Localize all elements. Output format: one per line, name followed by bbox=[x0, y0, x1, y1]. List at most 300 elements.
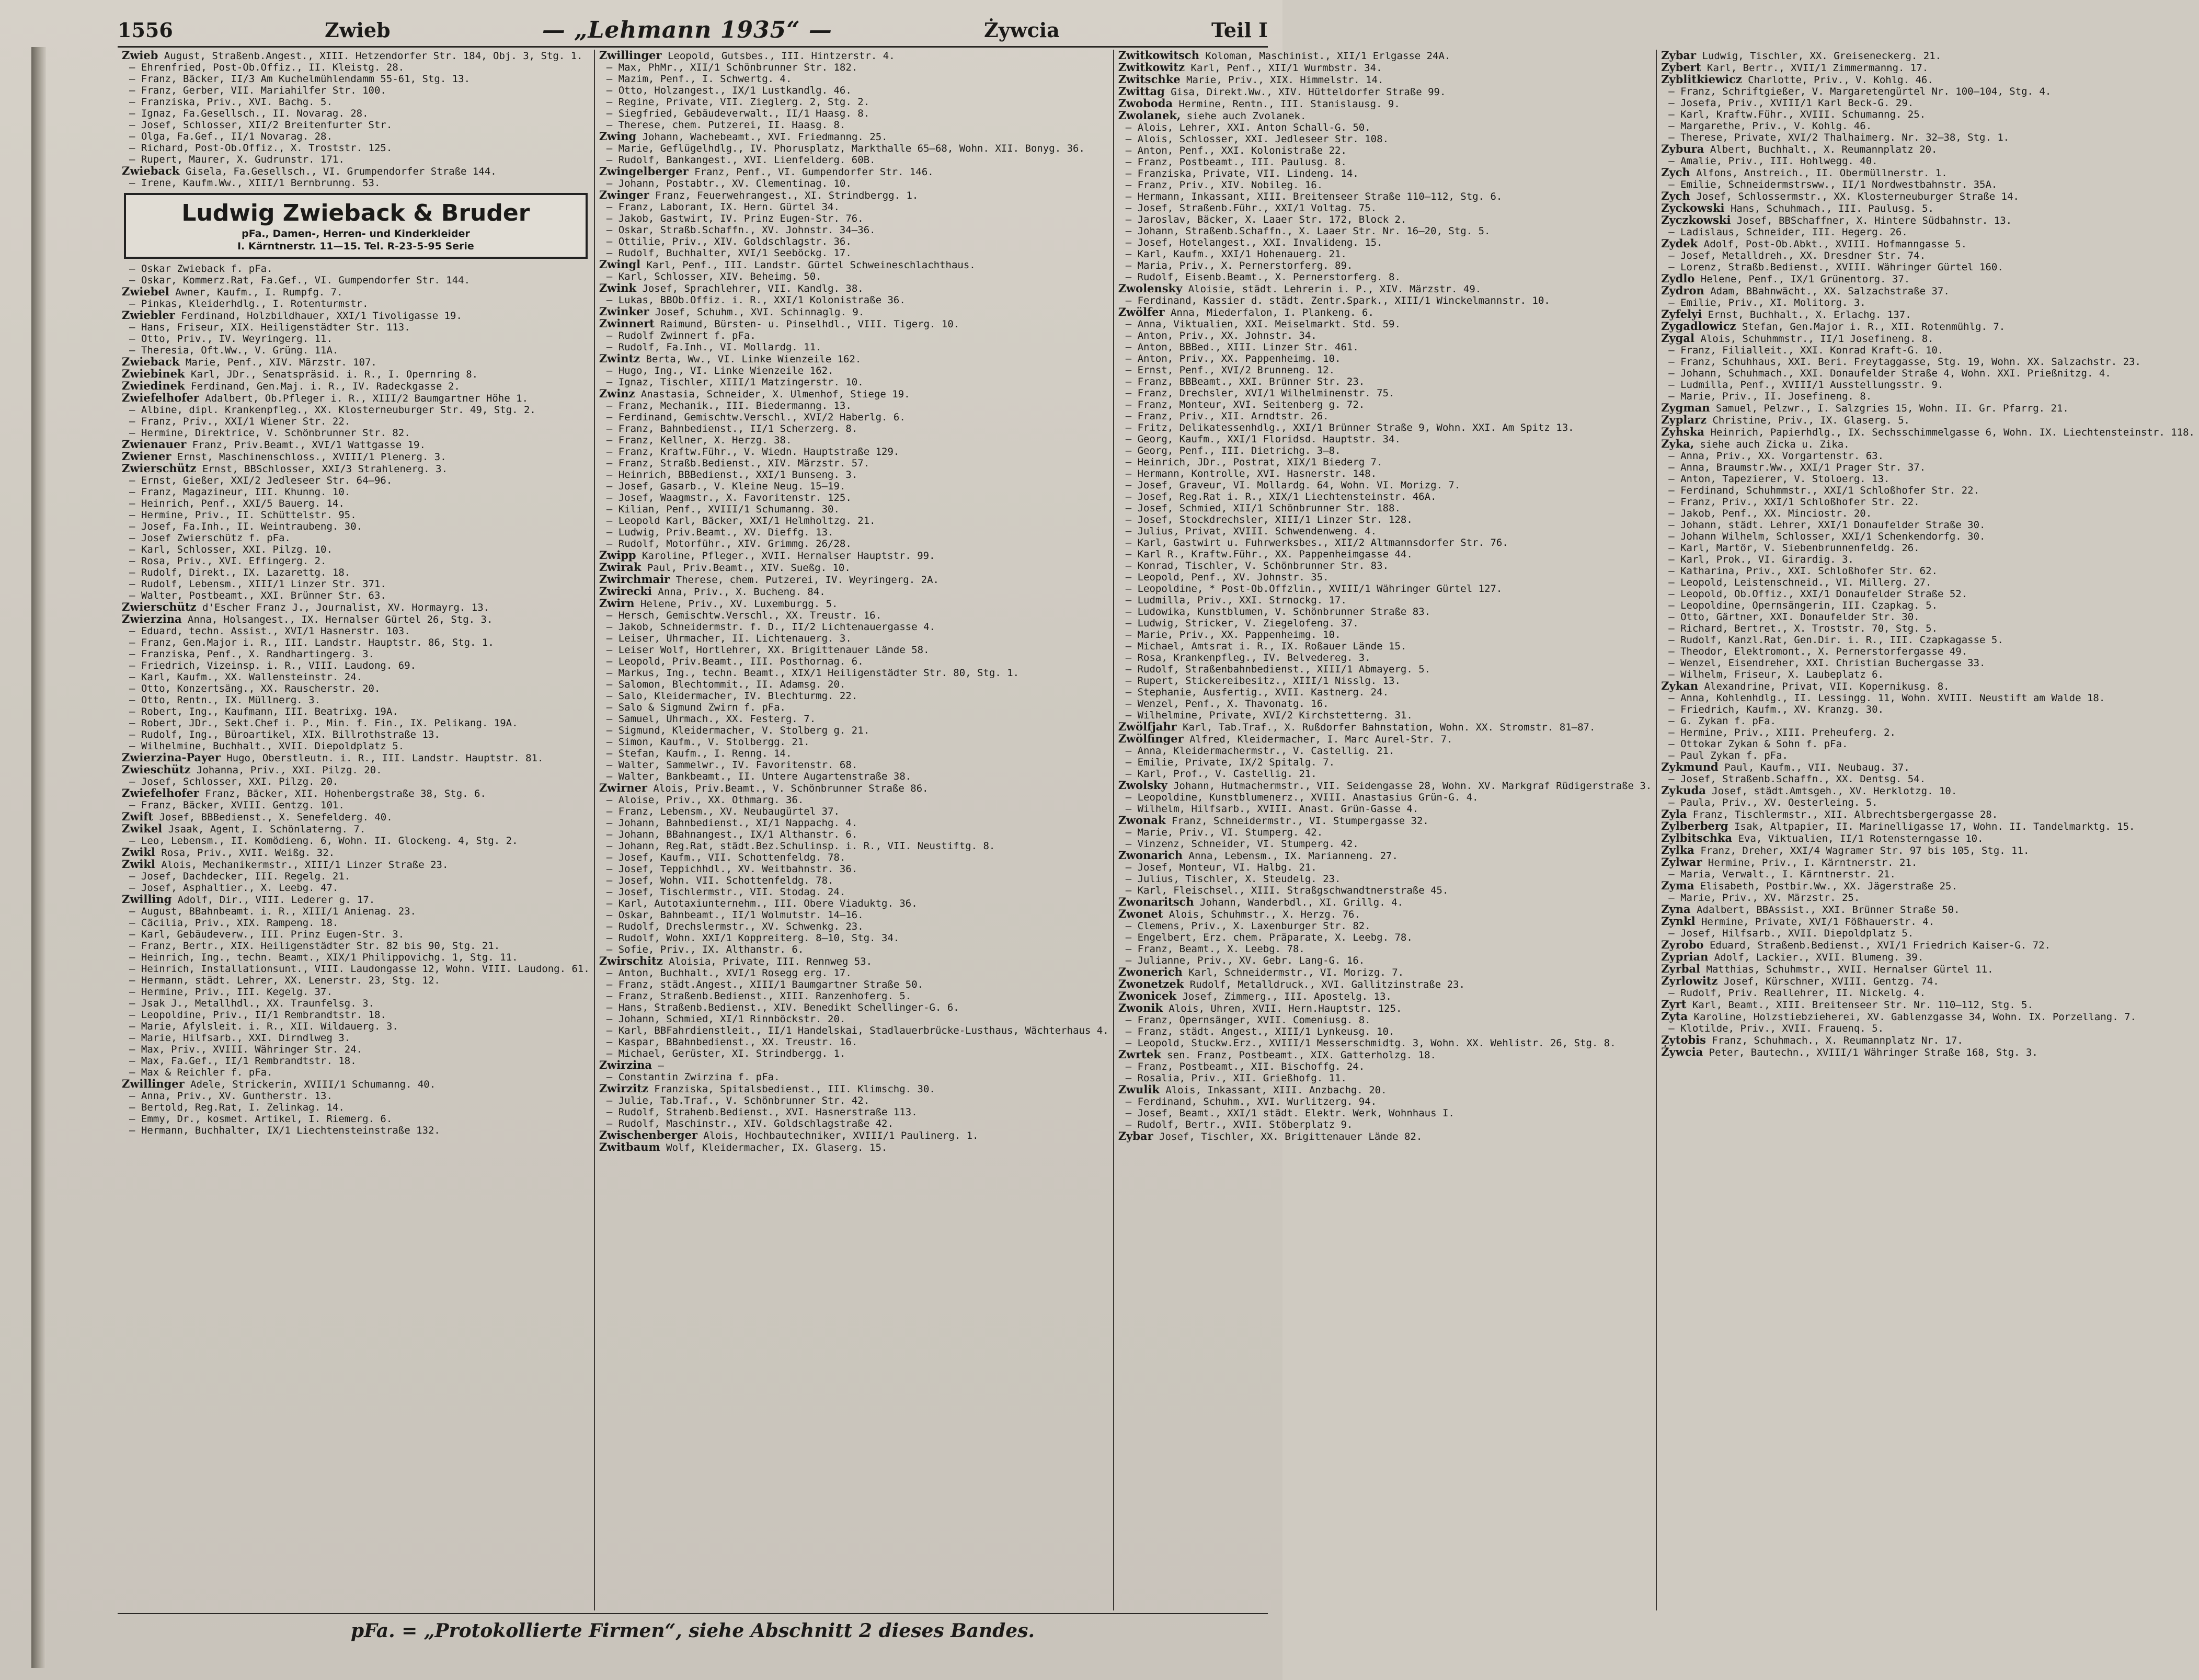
directory-entry: — Rudolf, Motorführ., XIV. Grimmg. 26/28. bbox=[606, 538, 852, 550]
surname: Zwirn bbox=[599, 597, 635, 610]
directory-entry: — Friedrich, Vizeinsp. i. R., VIII. Laudong. 69. bbox=[129, 660, 417, 671]
directory-entry: — Josef, Metalldreh., XX. Dresdner Str. 74. bbox=[1668, 250, 1926, 261]
directory-entry: — Hersch, Gemischtw.Verschl., XX. Treustr. 16. bbox=[606, 610, 882, 621]
directory-entry: — Josef, Hilfsarb., XVII. Diepoldplatz 5. bbox=[1668, 928, 1914, 939]
directory-entry: — Franz, Bäcker, XVIII. Gentzg. 101. bbox=[129, 799, 345, 811]
directory-entry: — Stephanie, Ausfertig., XVII. Kastnerg. 24. bbox=[1125, 687, 1389, 698]
directory-entry: — Anton, Priv., XX. Johnstr. 34. bbox=[1125, 330, 1317, 341]
directory-entry: — Franz, Kellner, X. Herzg. 38. bbox=[606, 435, 792, 446]
directory-entry: — Heinrich, JDr., Postrat, XIX/1 Biederg 7. bbox=[1125, 456, 1383, 468]
directory-entry: — Kaspar, BBahnbedienst., XX. Treustr. 16. bbox=[606, 1036, 858, 1048]
directory-entry: — Theodor, Elektromont., X. Pernerstorfergasse 49. bbox=[1668, 646, 1968, 657]
directory-entry: — Albine, dipl. Krankenpfleg., XX. Klosterneuburger Str. 49, Stg. 2. bbox=[129, 404, 536, 416]
directory-entry: Zwirzina — bbox=[599, 1058, 664, 1071]
directory-entry: — Anton, Buchhalt., XVI/1 Rosegg erg. 17. bbox=[606, 967, 852, 979]
left-guide-word: Zwieb bbox=[324, 18, 391, 42]
directory-entry: — Rudolf, Fa.Inh., VI. Mollardg. 11. bbox=[606, 341, 822, 353]
surname: Zwieback bbox=[122, 164, 180, 177]
directory-entry: — Regine, Private, VII. Zieglerg. 2, Stg. 2. bbox=[606, 96, 870, 108]
surname: Zylberberg bbox=[1661, 819, 1728, 832]
directory-entry: — Salo, Kleidermacher, IV. Blechturmg. 22. bbox=[606, 690, 858, 702]
directory-entry: — Ferdinand, Kassier d. städt. Zentr.Spark., XIII/1 Winckelmannstr. 10. bbox=[1125, 295, 1550, 306]
surname: Zygadlowicz bbox=[1661, 319, 1736, 333]
directory-entry: — Hans, Straßenb.Bedienst., XIV. Benedikt Schellinger-G. 6. bbox=[606, 1002, 959, 1013]
directory-entry: — Josef, Straßenb.Führ., XXI/1 Voltag. 75. bbox=[1125, 202, 1377, 214]
directory-entry: — Emilie, Schneidermstrsww., II/1 Nordwestbahnstr. 35A. bbox=[1668, 179, 1998, 190]
directory-entry: — Karl, BBFahrdienstleit., II/1 Handelskai, Stadlauerbrücke-Lusthaus, Wächterhaus 4. bbox=[606, 1025, 1109, 1036]
directory-entry: Zwitkowitsch Koloman, Maschinist., XII/1 Erlgasse 24A. bbox=[1118, 49, 1451, 62]
directory-entry: — Wenzel, Penf., X. Thavonatg. 16. bbox=[1125, 698, 1329, 710]
directory-entry: — Heinrich, Installationsunt., VIII. Laudongasse 12, Wohn. VIII. Laudong. 61. bbox=[129, 963, 590, 975]
directory-entry: Zwieback Marie, Penf., XIV. Märzstr. 107. bbox=[122, 355, 377, 368]
directory-entry: — Wenzel, Eisendreher, XXI. Christian Buchergasse 33. bbox=[1668, 657, 1986, 669]
directory-entry: — Alois, Schlosser, XXI. Jedleseer Str. 108. bbox=[1125, 133, 1389, 145]
surname: Zwonaritsch bbox=[1118, 895, 1194, 908]
surname: Zwiefelhofer bbox=[122, 391, 199, 404]
directory-entry: Zwirn Helene, Priv., XV. Luxemburgg. 5. bbox=[599, 597, 838, 610]
directory-entry: — Leopoldine, * Post-Ob.Offzlin., XVIII/1 Währinger Gürtel 127. bbox=[1125, 583, 1503, 595]
directory-entry: — Hermine, Priv., III. Kegelg. 37. bbox=[129, 986, 333, 998]
book-binding-shadow bbox=[31, 47, 46, 1668]
directory-entry: Zwonak Franz, Schneidermstr., VI. Stumpergasse 32. bbox=[1118, 814, 1429, 827]
surname: Zylwar bbox=[1661, 855, 1702, 868]
directory-entry: — Jsak J., Metallhdl., XX. Traunfelsg. 3. bbox=[129, 998, 374, 1009]
surname: Zwiebler bbox=[122, 308, 175, 322]
directory-entry: Zyrbal Matthias, Schuhmstr., XVII. Hernalser Gürtel 11. bbox=[1661, 962, 1994, 975]
directory-entry: — Rupert, Stickereibesitz., XIII/1 Nisslg. 13. bbox=[1125, 675, 1401, 687]
directory-entry: — Leopoldine, Opernsängerin, III. Czapkag. 5. bbox=[1668, 600, 1938, 611]
directory-entry: — Margarethe, Priv., V. Kohlg. 46. bbox=[1668, 120, 1872, 132]
surname: Zyhska bbox=[1661, 425, 1704, 438]
surname: Zwölfjahr bbox=[1118, 720, 1177, 733]
directory-entry: — Josefa, Priv., XVIII/1 Karl Beck-G. 29. bbox=[1668, 97, 1914, 109]
directory-entry: — Franz, städt.Angest., XIII/1 Baumgartner Straße 50. bbox=[606, 979, 924, 990]
directory-entry: — Rudolf, Direkt., IX. Lazarettg. 18. bbox=[129, 567, 351, 578]
directory-entry: — Otto, Gärtner, XXI. Donaufelder Str. 30. bbox=[1668, 611, 1920, 623]
directory-entry: — Rudolf, Eisenb.Beamt., X. Pernerstorferg. 8. bbox=[1125, 271, 1401, 283]
surname: Zwölfinger bbox=[1118, 732, 1184, 745]
directory-entry: — Wilhelm, Hilfsarb., XVIII. Anast. Grün-Gasse 4. bbox=[1125, 803, 1419, 815]
directory-entry: — Otto, Konzertsäng., XX. Rauscherstr. 20. bbox=[129, 683, 381, 694]
surname: Zydlo bbox=[1661, 272, 1695, 285]
directory-entry: — Paul Zykan f. pFa. bbox=[1668, 750, 1788, 761]
surname: Zydek bbox=[1661, 237, 1698, 250]
surname: Zwolsky bbox=[1118, 779, 1167, 792]
directory-entry: Zygal Alois, Schuhmmstr., II/1 Josefineng. 8. bbox=[1661, 332, 1934, 345]
directory-entry: — Josef, Dachdecker, III. Regelg. 21. bbox=[129, 871, 351, 882]
surname: Zytobis bbox=[1661, 1033, 1706, 1046]
directory-entry: — Karl, Fleischsel., XIII. Straßgschwandtnerstraße 45. bbox=[1125, 885, 1449, 896]
directory-entry: — Johann, BBahnangest., IX/1 Althanstr. 6. bbox=[606, 829, 858, 840]
surname: Zwiener bbox=[122, 450, 171, 463]
directory-entry: — Johann, Bahnbedienst., XI/1 Nappachg. 4. bbox=[606, 817, 858, 829]
surname: Zwiefelhofer bbox=[122, 786, 199, 799]
advertisement-title: Ludwig Zwieback & Bruder bbox=[181, 200, 530, 226]
advertisement-box bbox=[124, 193, 588, 259]
surname: Zwolanek, bbox=[1118, 109, 1181, 122]
directory-entry: — Franziska, Private, VII. Lindeng. 14. bbox=[1125, 168, 1359, 179]
directory-entry: — Max, PhMr., XII/1 Schönbrunner Str. 182. bbox=[606, 62, 858, 73]
surname: Zyckowski bbox=[1661, 201, 1725, 214]
directory-entry: — Anton, Priv., XX. Pappenheimg. 10. bbox=[1125, 353, 1341, 364]
surname: Zyprian bbox=[1661, 950, 1709, 963]
directory-entry: Zwiener Ernst, Maschinenschloss., XVIII/1 Plenerg. 3. bbox=[122, 450, 446, 463]
directory-entry: Zwirak Paul, Priv.Beamt., XIV. Sueßg. 10. bbox=[599, 561, 851, 574]
directory-entry: — Ludowika, Kunstblumen, V. Schönbrunner Straße 83. bbox=[1125, 606, 1431, 618]
directory-entry: Zyrlowitz Josef, Kürschner, XVIII. Gentzg. 74. bbox=[1661, 974, 1939, 987]
directory-entry: — Josef, Monteur, VI. Halbg. 21. bbox=[1125, 862, 1317, 873]
directory-entry: — Josef, Tischlermstr., VII. Stodag. 24. bbox=[606, 886, 846, 898]
surname: Zwonak bbox=[1118, 814, 1166, 827]
directory-entry: — Theresia, Oft.Ww., V. Grüng. 11A. bbox=[129, 345, 339, 356]
directory-entry: — Konrad, Tischler, V. Schönbrunner Str. 83. bbox=[1125, 560, 1389, 572]
directory-entry: — Walter, Postbeamt., XXI. Brünner Str. 63. bbox=[129, 590, 386, 601]
surname: Zwitschke bbox=[1118, 73, 1181, 86]
directory-entry: Zyfelyi Ernst, Buchhalt., X. Erlachg. 137. bbox=[1661, 307, 1911, 321]
directory-entry: — Anton, Tapezierer, V. Stoloerg. 13. bbox=[1668, 473, 1890, 485]
directory-entry: — Heinrich, BBBedienst., XXI/1 Bunseng. 3. bbox=[606, 469, 858, 481]
directory-entry: — Oskar Zwieback f. pFa. bbox=[129, 263, 273, 275]
directory-entry: — Johann Wilhelm, Schlosser, XXI/1 Schenkendorfg. 30. bbox=[1668, 531, 1986, 542]
directory-entry: — Ferdinand, Schuhm., XVI. Wurlitzerg. 94. bbox=[1125, 1096, 1377, 1107]
directory-entry: Zwieback Gisela, Fa.Gesellsch., VI. Grumpendorfer Straße 144. bbox=[122, 164, 497, 177]
directory-entry: — Ehrenfried, Post-Ob.Offiz., II. Kleistg. 28. bbox=[129, 62, 405, 73]
directory-entry: — Franz, Magazineur, III. Khunng. 10. bbox=[129, 486, 351, 498]
directory-entry: — Marie, Priv., XX. Pappenheimg. 10. bbox=[1125, 629, 1341, 641]
surname: Zylbitschka bbox=[1661, 831, 1733, 844]
directory-entry: — Leopold, Penf., XV. Johnstr. 35. bbox=[1125, 572, 1329, 583]
directory-entry: — Julie, Tab.Traf., V. Schönbrunner Str. 42. bbox=[606, 1095, 870, 1106]
surname: Zyburа bbox=[1661, 142, 1704, 155]
directory-entry: Zwinz Anastasia, Schneider, X. Ulmenhof, Stiege 19. bbox=[599, 387, 910, 400]
directory-entry: — Franz, Bäcker, II/3 Am Kuchelmühlendamm 55-61, Stg. 13. bbox=[129, 73, 471, 85]
directory-entry: — Ottilie, Priv., XIV. Goldschlagstr. 36. bbox=[606, 236, 852, 247]
directory-entry: — Josef, Hotelangest., XXI. Invalideng. 15. bbox=[1125, 237, 1383, 248]
directory-entry: — Jakob, Penf., XX. Minciostr. 20. bbox=[1668, 508, 1872, 519]
surname: Zwillinger bbox=[599, 49, 662, 62]
directory-entry: — Wilhelmine, Private, XVI/2 Kirchstetterng. 31. bbox=[1125, 710, 1413, 721]
directory-entry: — Simon, Kaufm., V. Stolbergg. 21. bbox=[606, 736, 810, 748]
directory-entry: Zylwar Hermine, Priv., I. Kärntnerstr. 21. bbox=[1661, 855, 1918, 868]
directory-entry: Zwillinger Adele, Strickerin, XVIII/1 Schumanng. 40. bbox=[122, 1077, 436, 1090]
directory-entry: Zwittag Gisa, Direkt.Ww., XIV. Hütteldorfer Straße 99. bbox=[1118, 85, 1446, 98]
directory-entry: Zyma Elisabeth, Postbir.Ww., XX. Jägerstraße 25. bbox=[1661, 879, 1957, 892]
surname: Zwilling bbox=[122, 893, 172, 906]
directory-entry: — Hermann, Inkassant, XIII. Breitenseer Straße 110—112, Stg. 6. bbox=[1125, 191, 1503, 202]
surname: Zydron bbox=[1661, 284, 1704, 297]
surname: Zwinnert bbox=[599, 317, 655, 330]
directory-entry: — Anna, Braumstr.Ww., XXI/1 Prager Str. 37. bbox=[1668, 462, 1926, 473]
directory-entry: Zwikl Alois, Mechanikermstr., XIII/1 Linzer Straße 23. bbox=[122, 858, 449, 871]
directory-entry: — Franz, Priv., XIV. Nobileg. 16. bbox=[1125, 179, 1323, 191]
surname: Zwittag bbox=[1118, 85, 1165, 98]
directory-entry: — Franz, Laborant, IX. Hern. Gürtel 34. bbox=[606, 201, 840, 213]
directory-entry: — Ottokar Zykan & Sohn f. pFa. bbox=[1668, 738, 1848, 750]
directory-entry: Zwonarich Anna, Lebensm., IX. Marianneng. 27. bbox=[1118, 849, 1398, 862]
directory-entry: — Josef, Schmied, XII/1 Schönbrunner Str. 188. bbox=[1125, 502, 1401, 514]
surname: Zwieschütz bbox=[122, 763, 191, 776]
directory-entry: Zyna Adalbert, BBAssist., XXI. Brünner Straße 50. bbox=[1661, 902, 1960, 916]
directory-entry: Zwonik Alois, Uhren, XVII. Hern.Hauptstr. 125. bbox=[1118, 1001, 1402, 1014]
surname: Zwirchmair bbox=[599, 573, 670, 586]
directory-entry: — Kilian, Penf., XVIII/1 Schumanng. 30. bbox=[606, 504, 840, 515]
directory-entry: Zwitschke Marie, Priv., XIX. Himmelstr. 14. bbox=[1118, 73, 1384, 86]
directory-entry: — Rudolf, Bertr., XVII. Stöberplatz 9. bbox=[1125, 1119, 1353, 1130]
directory-entry: — Georg, Penf., III. Dietrichg. 3—8. bbox=[1125, 445, 1341, 456]
surname: Zyfelyi bbox=[1661, 307, 1702, 321]
directory-entry: Zyla Franz, Tischlermstr., XII. Albrechtsbergergasse 28. bbox=[1661, 807, 1998, 820]
directory-entry: — Karl, Gebäudeverw., III. Prinz Eugen-Str. 3. bbox=[129, 929, 405, 940]
directory-entry: — Max, Fa.Gef., II/1 Rembrandtstr. 18. bbox=[129, 1055, 357, 1067]
directory-entry: Zybert Karl, Bertr., XVII/1 Zimmermanng. 17. bbox=[1661, 61, 1929, 74]
surname: Zykmund bbox=[1661, 760, 1719, 773]
directory-entry: — Engelbert, Erz. chem. Präparate, X. Leebg. 78. bbox=[1125, 932, 1413, 943]
surname: Zwierzina-Payer bbox=[122, 751, 221, 764]
directory-entry: — Robert, Ing., Kaufmann, III. Beatrixg. 19A. bbox=[129, 706, 398, 717]
directory-entry: — Josef, Straßenb.Schaffn., XX. Dentsg. 54. bbox=[1668, 773, 1926, 785]
directory-entry: — Karl R., Kraftw.Führ., XX. Pappenheimgasse 44. bbox=[1125, 548, 1413, 560]
directory-entry: — Franz, Filialleit., XXI. Konrad Kraft-G. 10. bbox=[1668, 345, 1944, 356]
directory-entry: — G. Zykan f. pFa. bbox=[1668, 715, 1777, 727]
directory-entry: — Paula, Priv., XV. Oesterleing. 5. bbox=[1668, 797, 1878, 808]
directory-entry: — Klotilde, Priv., XVII. Frauenq. 5. bbox=[1668, 1023, 1884, 1034]
directory-entry: — Oskar, Bahnbeamt., II/1 Wolmutstr. 14—16. bbox=[606, 909, 864, 921]
directory-entry: — Franz, Schuhhaus, XXI. Beri. Freytaggasse, Stg. 19, Wohn. XX. Salzachstr. 23. bbox=[1668, 356, 2141, 368]
directory-entry: — Otto, Holzangest., IX/1 Lustkandlg. 46. bbox=[606, 85, 852, 96]
directory-entry: — Wilhelm, Friseur, X. Laubeplatz 6. bbox=[1668, 669, 1884, 680]
directory-entry: — Michael, Amtsrat i. R., IX. Roßauer Lände 15. bbox=[1125, 641, 1407, 652]
surname: Zybar bbox=[1661, 49, 1697, 62]
directory-entry: — Rudolf, Maschinstr., XIV. Goldschlagstraße 42. bbox=[606, 1118, 894, 1129]
directory-entry: — Constantin Zwirzina f. pFa. bbox=[606, 1071, 780, 1083]
directory-entry: Zwing Johann, Wachebeamt., XVI. Friedmanng. 25. bbox=[599, 130, 888, 143]
directory-entry: — Hans, Friseur, XIX. Heiligenstädter Str. 113. bbox=[129, 322, 410, 333]
directory-entry: — Sigmund, Kleidermacher, V. Stolberg g. 21. bbox=[606, 725, 870, 736]
directory-entry: — Leopold, Leistenschneid., VI. Millerg. 27. bbox=[1668, 577, 1932, 588]
directory-entry: Zwienauer Franz, Priv.Beamt., XVI/1 Wattgasse 19. bbox=[122, 438, 426, 451]
directory-entry: — Johann, Schuhmach., XXI. Donaufelder Straße 4, Wohn. XXI. Prießnitzg. 4. bbox=[1668, 368, 2111, 379]
directory-entry: Zwiebler Ferdinand, Holzbildhauer, XXI/1 Tivoligasse 19. bbox=[122, 308, 462, 322]
surname: Zwieback bbox=[122, 355, 180, 368]
directory-entry: — Hermann, Buchhalter, IX/1 Liechtensteinstraße 132. bbox=[129, 1125, 440, 1136]
directory-entry: — Ignaz, Fa.Gesellsch., II. Novarag. 28. bbox=[129, 108, 369, 119]
directory-entry: Zwirchmair Therese, chem. Putzerei, IV. Weyringerg. 2A. bbox=[599, 573, 939, 586]
directory-entry: — Karl, Kaufm., XX. Wallensteinstr. 24. bbox=[129, 671, 363, 683]
surname: Zych bbox=[1661, 166, 1690, 179]
directory-entry: Zwölfinger Alfred, Kleidermacher, I. Marc Aurel-Str. 7. bbox=[1118, 732, 1453, 745]
surname: Zwitkowitsch bbox=[1118, 49, 1199, 62]
directory-entry: Zydron Adam, BBahnwächt., XX. Salzachstraße 37. bbox=[1661, 284, 1950, 297]
directory-entry: Zwingl Karl, Penf., III. Landstr. Gürtel Schweineschlachthaus. bbox=[599, 258, 976, 271]
directory-entry: — Rudolf, Kanzl.Rat, Gen.Dir. i. R., III. Czapkagasse 5. bbox=[1668, 634, 2003, 646]
directory-entry: — Hermine, Priv., XIII. Preheuferg. 2. bbox=[1668, 727, 1896, 738]
directory-entry: — Johann, Postabtr., XV. Clementinag. 10. bbox=[606, 178, 852, 189]
surname: Zwonet bbox=[1118, 907, 1163, 920]
directory-entry: Zwierzina-Payer Hugo, Oberstleutn. i. R., III. Landstr. Hauptstr. 81. bbox=[122, 751, 544, 764]
directory-entry: — Josef, Gasarb., V. Kleine Neug. 15—19. bbox=[606, 481, 846, 492]
directory-entry: — Rosa, Priv., XVI. Effingerg. 2. bbox=[129, 555, 327, 567]
directory-entry: — Franz, Straßenb.Bedienst., XIII. Ranzenhoferg. 5. bbox=[606, 990, 912, 1002]
advertisement-line: pFa., Damen-, Herren- und Kinderkleider bbox=[242, 228, 470, 239]
directory-entry: Zwitkowitz Karl, Penf., XII/1 Wurmbstr. 34. bbox=[1118, 61, 1382, 74]
directory-entry: — Franz, Priv., XXI/1 Wiener Str. 22. bbox=[129, 416, 351, 427]
directory-entry: — Marie, Hilfsarb., XXI. Dirndlweg 3. bbox=[129, 1032, 351, 1044]
directory-entry: Zygadlowicz Stefan, Gen.Major i. R., XII. Rotenmühlg. 7. bbox=[1661, 319, 2006, 333]
publication-title: — „Lehmann 1935“ — bbox=[542, 17, 832, 43]
directory-entry: — Eduard, techn. Assist., XVI/1 Hasnerstr. 103. bbox=[129, 625, 410, 637]
directory-entry: — Rudolf Zwinnert f. pFa. bbox=[606, 330, 756, 341]
part-label: Teil I bbox=[1211, 18, 1268, 42]
surname: Zwinger bbox=[599, 188, 649, 201]
directory-entry: — Heinrich, Penf., XXI/5 Bauerg. 14. bbox=[129, 498, 345, 509]
directory-entry: — August, BBahnbeamt. i. R., XIII/1 Anienag. 23. bbox=[129, 906, 417, 917]
directory-entry: — Anton, Penf., XXI. Kolonistraße 22. bbox=[1125, 145, 1347, 156]
directory-entry: Zwipp Karoline, Pfleger., XVII. Hernalser Hauptstr. 99. bbox=[599, 548, 935, 562]
surname: Zwirschitz bbox=[599, 954, 663, 967]
directory-entry: — Marie, Geflügelhdlg., IV. Phorusplatz, Markthalle 65—68, Wohn. XII. Bonyg. 36. bbox=[606, 143, 1085, 154]
directory-entry: — Johann, städt. Lehrer, XXI/1 Donaufelder Straße 30. bbox=[1668, 519, 1986, 531]
directory-entry: — Ladislaus, Schneider, III. Hegerg. 26. bbox=[1668, 226, 1908, 238]
directory-entry: — Alois, Lehrer, XXI. Anton Schall-G. 50. bbox=[1125, 122, 1371, 133]
surname: Zwirzina bbox=[599, 1058, 652, 1071]
surname: Zyta bbox=[1661, 1010, 1688, 1023]
directory-entry: Zwolanek, siehe auch Zvolanek. bbox=[1118, 109, 1307, 122]
surname: Zwierschütz bbox=[122, 462, 197, 475]
directory-entry: Zynkl Hermine, Private, XVI/1 Fößhauerstr. 4. bbox=[1661, 915, 1935, 928]
directory-entry: — Salo & Sigmund Zwirn f. pFa. bbox=[606, 702, 786, 713]
surname: Zwift bbox=[122, 810, 154, 823]
directory-entry: Zwirecki Anna, Priv., X. Bucheng. 84. bbox=[599, 585, 826, 598]
directory-entry: — Rudolf, Buchhalter, XVI/1 Seeböckg. 17. bbox=[606, 247, 852, 259]
surname: Zwienauer bbox=[122, 438, 187, 451]
surname: Zwirak bbox=[599, 561, 642, 574]
directory-entry: Zwieb August, Straßenb.Angest., XIII. Hetzendorfer Str. 184, Obj. 3, Stg. 1. bbox=[122, 49, 583, 62]
directory-entry: — Wilhelmine, Buchhalt., XVII. Diepoldplatz 5. bbox=[129, 740, 405, 752]
directory-entry: — Rosa, Krankenpfleg., IV. Belvedereg. 3. bbox=[1125, 652, 1371, 664]
directory-entry: Zwink Josef, Sprachlehrer, VII. Kandlg. 38. bbox=[599, 281, 864, 294]
directory-entry: Zyczkowski Josef, BBSchaffner, X. Hintere Südbahnstr. 13. bbox=[1661, 213, 2012, 226]
surname: Zwonicek bbox=[1118, 989, 1177, 1002]
directory-entry: — Bertold, Reg.Rat, I. Zelinkag. 14. bbox=[129, 1102, 345, 1113]
directory-entry: — Josef, Beamt., XXI/1 städt. Elektr. Werk, Wohnhaus I. bbox=[1125, 1107, 1454, 1119]
directory-entry: — Richard, Bertret., X. Troststr. 70, Stg. 5. bbox=[1668, 623, 1938, 634]
directory-entry: — Franz, BBBeamt., XXI. Brünner Str. 23. bbox=[1125, 376, 1365, 387]
directory-entry: Zwolsky Johann, Hutmachermstr., VII. Seidengasse 28, Wohn. XV. Markgraf Rüdigerstraße 3. bbox=[1118, 779, 1652, 792]
directory-entry: Zyrt Karl, Beamt., XIII. Breitenseer Str. Nr. 110—112, Stg. 5. bbox=[1661, 998, 2033, 1011]
surname: Zwiebinek bbox=[122, 367, 185, 380]
directory-entry: — Franz, Priv., XII. Arndtstr. 26. bbox=[1125, 410, 1329, 422]
directory-entry: — Therese, chem. Putzerei, II. Haasg. 8. bbox=[606, 119, 846, 131]
directory-entry: — Leopold, Stuckw.Erz., XVIII/1 Messerschmidtg. 3, Wohn. XX. Wehlistr. 26, Stg. 8. bbox=[1125, 1037, 1616, 1049]
directory-column-3 bbox=[1114, 50, 1657, 1610]
directory-entry: — Stefan, Kaufm., I. Renng. 14. bbox=[606, 748, 792, 759]
directory-entry: Zwieschütz Johanna, Priv., XXI. Pilzg. 20. bbox=[122, 763, 382, 776]
directory-entry: Zyrobo Eduard, Straßenb.Bedienst., XVI/1 Friedrich Kaiser-G. 72. bbox=[1661, 938, 2051, 951]
directory-entry: Zwonet Alois, Schuhmstr., X. Herzg. 76. bbox=[1118, 907, 1360, 920]
directory-entry: — Johann, Straßenb.Schaffn., X. Laaer Str. Nr. 16—20, Stg. 5. bbox=[1125, 225, 1491, 237]
directory-column-1 bbox=[118, 50, 595, 1610]
directory-entry: Zwrtek sen. Franz, Postbeamt., XIX. Gatterholzg. 18. bbox=[1118, 1048, 1436, 1061]
directory-entry: — Max & Reichler f. pFa. bbox=[129, 1067, 273, 1078]
directory-entry: — Amalie, Priv., III. Hohlwegg. 40. bbox=[1668, 155, 1878, 167]
surname: Zyrbal bbox=[1661, 962, 1701, 975]
surname: Zwirzitz bbox=[599, 1082, 648, 1095]
directory-entry: Zwulik Alois, Inkassant, XIII. Anzbachg. 20. bbox=[1118, 1083, 1387, 1096]
directory-entry: Zwinger Franz, Feuerwehrangest., XI. Strindbergg. 1. bbox=[599, 188, 919, 201]
directory-entry: — Aloise, Priv., XX. Othmarg. 36. bbox=[606, 794, 804, 806]
directory-entry: Zybar Josef, Tischler, XX. Brigittenauer Lände 82. bbox=[1118, 1129, 1423, 1142]
directory-entry: — Franziska, Priv., XVI. Bachg. 5. bbox=[129, 96, 333, 108]
directory-entry: Zytobis Franz, Schuhmach., X. Reumannplatz Nr. 17. bbox=[1661, 1033, 1963, 1046]
directory-entry: — Oskar, Kommerz.Rat, Fa.Gef., VI. Gumpendorfer Str. 144. bbox=[129, 275, 471, 286]
directory-entry: — Emilie, Priv., XI. Molitorg. 3. bbox=[1668, 297, 1866, 308]
directory-entry: Zwikl Rosa, Priv., XVII. Weißg. 32. bbox=[122, 845, 335, 859]
directory-entry: — Hugo, Ing., VI. Linke Wienzeile 162. bbox=[606, 365, 834, 376]
surname: Zwoboda bbox=[1118, 97, 1173, 110]
surname: Zwolensky bbox=[1118, 282, 1183, 295]
directory-entry: — Josef, Teppichhdl., XV. Weitbahnstr. 36. bbox=[606, 863, 858, 875]
directory-entry: Zwintz Berta, Ww., VI. Linke Wienzeile 162. bbox=[599, 352, 862, 365]
directory-columns bbox=[118, 49, 2195, 1610]
directory-entry: — Ludwig, Priv.Beamt., XV. Dieffg. 13. bbox=[606, 527, 834, 538]
surname: Zwiebel bbox=[122, 285, 169, 298]
directory-entry: — Anna, Priv., XV. Guntherstr. 13. bbox=[129, 1090, 333, 1102]
directory-entry: — Josef Zwierschütz f. pFa. bbox=[129, 532, 291, 544]
directory-entry: — Karl, Schlosser, XXI. Pilzg. 10. bbox=[129, 544, 333, 555]
directory-entry: — Lorenz, Straßb.Bedienst., XVIII. Währinger Gürtel 160. bbox=[1668, 261, 2003, 273]
directory-entry: — Rudolf, Bankangest., XVI. Lienfelderg. 60B. bbox=[606, 154, 876, 166]
directory-entry: — Cäcilia, Priv., XIX. Rampeng. 18. bbox=[129, 917, 339, 929]
directory-entry: — Oskar, Straßb.Schaffn., XV. Johnstr. 34—36. bbox=[606, 224, 876, 236]
surname: Zykuda bbox=[1661, 784, 1706, 797]
surname: Zwirner bbox=[599, 781, 647, 794]
directory-entry: — Rudolf, Strahenb.Bedienst., XVI. Hasnerstraße 113. bbox=[606, 1106, 918, 1118]
directory-entry: — Rudolf, Drechslermstr., XV. Schwenkg. 23. bbox=[606, 921, 864, 932]
directory-entry: Zyplarz Christine, Priv., IX. Glaserg. 5. bbox=[1661, 413, 1910, 426]
directory-entry: Zwiedinek Ferdinand, Gen.Maj. i. R., IV. Radeckgasse 2. bbox=[122, 379, 460, 392]
surname: Zyblitkiewicz bbox=[1661, 73, 1742, 86]
directory-entry: — Josef, Stockdrechsler, XIII/1 Linzer Str. 128. bbox=[1125, 514, 1413, 525]
surname: Zych bbox=[1661, 189, 1690, 202]
surname: Zwink bbox=[599, 281, 637, 294]
directory-entry: — Katharina, Priv., XXI. Schloßhofer Str. 62. bbox=[1668, 565, 1938, 577]
directory-entry: — Karl, Kraftw.Führ., XVIII. Schumanng. 25. bbox=[1668, 109, 1926, 120]
surname: Zwipp bbox=[599, 548, 636, 562]
directory-entry: — Maria, Priv., X. Pernerstorferg. 89. bbox=[1125, 260, 1353, 271]
directory-entry: — Franz, Postbeamt., III. Paulusg. 8. bbox=[1125, 156, 1347, 168]
directory-entry: — Mazim, Penf., I. Schwertg. 4. bbox=[606, 73, 792, 85]
directory-entry: — Hermine, Priv., II. Schüttelstr. 95. bbox=[129, 509, 357, 521]
directory-entry: — Leo, Lebensm., II. Komödieng. 6, Wohn. II. Glockeng. 4, Stg. 2. bbox=[129, 835, 518, 847]
page-number: 1556 bbox=[118, 18, 173, 42]
directory-entry: Zyburа Albert, Buchhalt., X. Reumannplatz 20. bbox=[1661, 142, 1938, 155]
surname: Zwischenberger bbox=[599, 1128, 697, 1141]
directory-entry: Zyckowski Hans, Schuhmach., III. Paulusg. 5. bbox=[1661, 201, 1934, 214]
directory-entry: — Clemens, Priv., X. Laxenburger Str. 82. bbox=[1125, 920, 1371, 932]
advertisement-line: I. Kärntnerstr. 11—15. Tel. R-23-5-95 Serie bbox=[237, 241, 474, 252]
directory-entry: — Robert, JDr., Sekt.Chef i. P., Min. f. Fin., IX. Pelikang. 19A. bbox=[129, 717, 518, 729]
directory-entry: — Karl, Gastwirt u. Fuhrwerksbes., XII/2 Altmannsdorfer Str. 76. bbox=[1125, 537, 1508, 548]
surname: Zwierzina bbox=[122, 612, 182, 625]
directory-entry: Zwonerich Karl, Schneidermstr., VI. Morizg. 7. bbox=[1118, 965, 1404, 978]
directory-entry: — Julius, Privat, XVIII. Schwendenweng. 4. bbox=[1125, 525, 1377, 537]
directory-entry: — Marie, Priv., VI. Stumperg. 42. bbox=[1125, 827, 1323, 838]
directory-entry: Zydek Adolf, Post-Ob.Abkt., XVIII. Hofmanngasse 5. bbox=[1661, 237, 1967, 250]
surname: Zygman bbox=[1661, 401, 1710, 414]
surname: Zykan bbox=[1661, 679, 1699, 692]
directory-entry: — Ferdinand, Gemischtw.Verschl., XVI/2 Haberlg. 6. bbox=[606, 412, 906, 423]
surname: Zwingl bbox=[599, 258, 641, 271]
